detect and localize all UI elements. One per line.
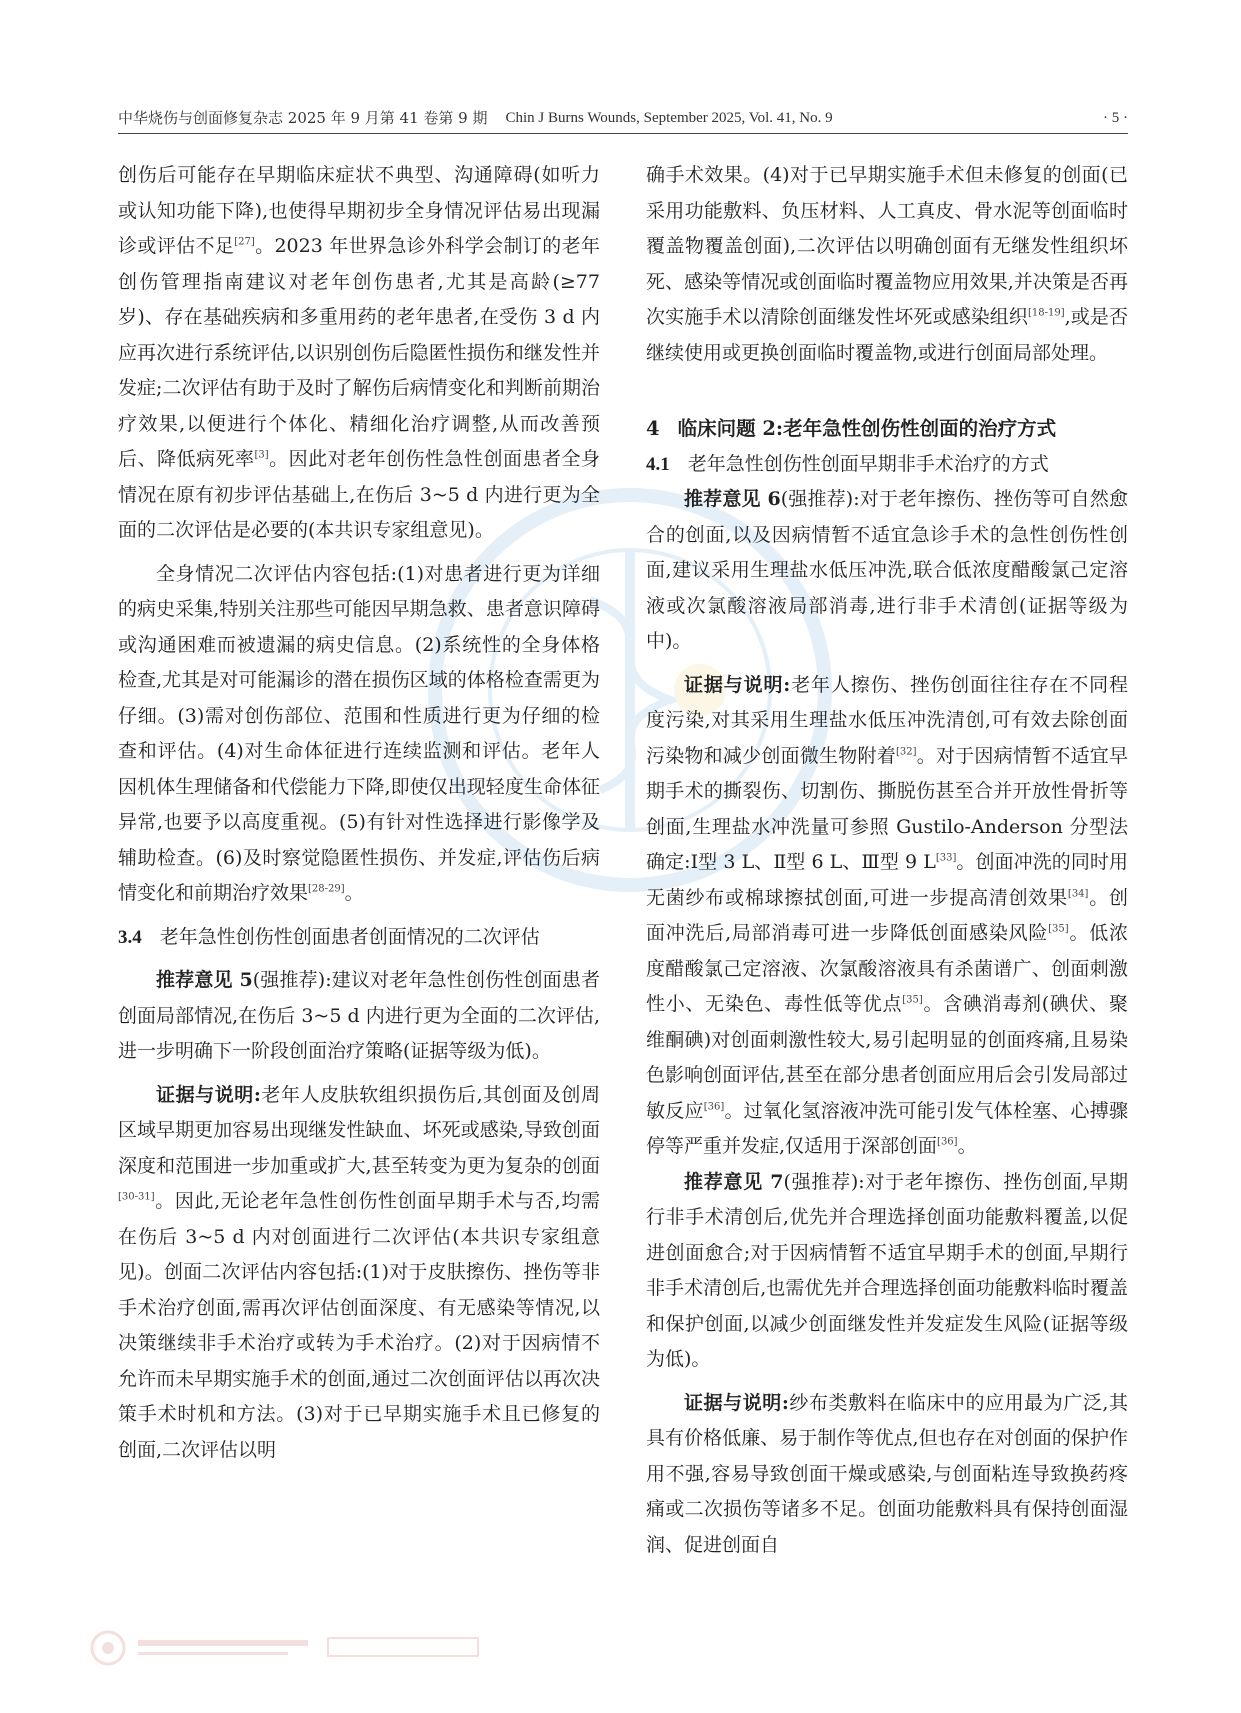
text-run: 。因此,无论老年急性创伤性创面早期手术与否,均需在伤后 3~5 d 内对创面进行二次评估(本共识专家组意见)。创面二次评估内容包括:(1)对于皮肤擦伤、挫伤等非手术治疗创面,需再次评估创面深度、有无感染等情况,以决策继续非手术治疗或转为手术治疗。(2)对于因病情不允许而未早期实施手术的创面,通过二次创面评估以再次决策手术时机和方法。(3)对于已早期实施手术且已修复的创面,二次评估以明 <box>118 1190 600 1461</box>
text-run: 纱布类敷料在临床中的应用最为广泛,其具有价格低廉、易于制作等优点,但也存在对创面的保护作用不强,容易导致创面干燥或感染,与创面粘连导致换药疼痛或二次损伤等诸多不足。创面功能敷料具有保持创面湿润、促进创面自 <box>646 1391 1128 1556</box>
running-header <box>118 108 1128 128</box>
text-run: (强推荐):对于老年擦伤、挫伤创面,早期行非手术清创后,优先并合理选择创面功能敷料覆盖,以促进创面愈合;对于因病情暂不适宜早期手术的创面,早期行非手术清创后,也需优先并合理选择创面功能敷料临时覆盖和保护创面,以减少创面继发性并发症发生风险(证据等级为低)。 <box>646 1170 1128 1370</box>
text-run: 。因此对老年创伤性急性创面患者全身情况在原有初步评估基础上,在伤后 3~5 d 内进行更为全面的二次评估是必要的(本共识专家组意见)。 <box>118 448 600 541</box>
citation: [28-29] <box>308 883 345 895</box>
text-run: 证据与说明: <box>684 1391 789 1414</box>
text-run: 老年人擦伤、挫伤创面往往存在不同程度污染,对其采用生理盐水低压冲洗清创,可有效去除创面污染物和减少创面微生物附着 <box>646 673 1128 767</box>
citation: [27] <box>234 236 255 248</box>
paragraph <box>118 158 600 549</box>
text-run: 全身情况二次评估内容包括:(1)对患者进行更为详细的病史采集,特别关注那些可能因早期急救、患者意识障碍或沟通困难而被遗漏的病史信息。(2)系统性的全身体格检查,尤其是对可能漏诊的潜在损伤区域的体格检查需更为仔细。(3)需对创伤部位、范围和性质进行更为仔细的检查和评估。(4)对生命体征进行连续监测和评估。老年人因机体生理储备和代偿能力下降,即使仅出现轻度生命体征异常,也要予以高度重视。(5)有针对性选择进行影像学及辅助检查。(6)及时察觉隐匿性损伤、并发症,评估伤后病情变化和前期治疗效果 <box>118 562 600 904</box>
text-run: 。创面冲洗的同时用无菌纱布或棉球擦拭创面,可进一步提高清创效果 <box>646 851 1128 909</box>
recommendation-6 <box>646 482 1128 660</box>
text-run: 创伤后可能存在早期临床症状不典型、沟通障碍(如听力或认知功能下降),也使得早期初步全身情况评估易出现漏诊或评估不足 <box>118 164 600 257</box>
citation: [33] <box>935 852 957 864</box>
evidence-paragraph <box>118 1078 600 1469</box>
recommendation-5 <box>118 963 600 1070</box>
text-run: (强推荐):建议对老年急性创伤性创面患者创面局部情况,在伤后 3~5 d 内进行更为全面的二次评估,进一步明确下一阶段创面治疗策略(证据等级为低)。 <box>118 969 601 1062</box>
section-heading-3-4 <box>118 920 600 956</box>
text-run: 证据与说明: <box>684 673 791 696</box>
paragraph <box>646 158 1128 371</box>
recommendation-7 <box>646 1165 1128 1378</box>
text-run: 3.4 <box>118 926 142 948</box>
text-run: ,或是否继续使用或更换创面临时覆盖物,或进行创面局部处理。 <box>646 306 1128 364</box>
text-run: 。创面冲洗后,局部消毒可进一步降低创面感染风险 <box>646 886 1128 944</box>
text-run: 确手术效果。(4)对于已早期实施手术但未修复的创面(已采用功能敷料、负压材料、人工真皮、骨水泥等创面临时覆盖物覆盖创面),二次评估以明确创面有无继发性组织坏死、感染等情况或创面临时覆盖物应用效果,并决策是否再次实施手术以清除创面继发性坏死或感染组织 <box>646 164 1128 328</box>
text-run: 证据与说明: <box>156 1083 261 1106</box>
paragraph <box>118 557 600 912</box>
citation: [32] <box>895 746 917 758</box>
evidence-paragraph <box>646 1386 1128 1564</box>
section-heading-4-1 <box>646 447 1128 483</box>
text-run: 老年人皮肤软组织损伤后,其创面及创周区域早期更加容易出现继发性缺血、坏死或感染,导致创面深度和范围进一步加重或扩大,甚至转变为更为复杂的创面 <box>118 1083 600 1177</box>
citation: [35] <box>1048 923 1069 935</box>
text-run: 4.1 <box>646 453 670 475</box>
right-column <box>646 158 1128 1563</box>
citation: [3] <box>254 449 269 461</box>
text-run: 。 <box>957 1135 977 1157</box>
text-run: 4 <box>646 417 660 440</box>
citation: [18-19] <box>1028 307 1065 319</box>
text-run: 推荐意见 5 <box>156 969 253 991</box>
section-heading-4 <box>646 411 1128 447</box>
citation: [35] <box>902 994 923 1006</box>
text-run: 。含碘消毒剂(碘伏、聚维酮碘)对创面刺激性较大,易引起明显的创面疼痛,且易染色影响创面评估,甚至在部分患者创面应用后会引发局部过敏反应 <box>646 993 1128 1122</box>
evidence-paragraph <box>646 668 1128 1165</box>
left-column <box>118 158 600 1468</box>
text-run: 老年急性创伤性创面患者创面情况的二次评估 <box>159 925 540 948</box>
text-run: 。对于因病情暂不适宜早期手术的撕裂伤、切割伤、撕脱伤甚至合并开放性骨折等创面,生理盐水冲洗量可参照 Gustilo-Anderson 分型法确定:Ⅰ型 3 L、Ⅱ型 6 L、Ⅲ型 9 L <box>646 744 1128 873</box>
citation: [34] <box>1067 888 1089 900</box>
text-run: 老年急性创伤性创面早期非手术治疗的方式 <box>687 452 1049 475</box>
text-run: 推荐意见 6 <box>684 488 781 510</box>
text-run: 推荐意见 7 <box>684 1170 784 1193</box>
text-run: 。低浓度醋酸氯己定溶液、次氯酸溶液具有杀菌谱广、创面刺激性小、无染色、毒性低等优点 <box>646 922 1128 1015</box>
publisher-footer-logo <box>88 1628 508 1668</box>
page-number: · 5 · <box>1103 110 1128 126</box>
text-run: (强推荐):对于老年擦伤、挫伤等可自然愈合的创面,以及因病情暂不适宜急诊手术的急性创伤性创面,建议采用生理盐水低压冲洗,联合低浓度醋酸氯己定溶液或次氯酸溶液局部消毒,进行非手术清创(证据等级为中)。 <box>646 488 1129 652</box>
journal-title-cn: 中华烧伤与创面修复杂志 2025 年 9 月第 41 卷第 9 期 <box>118 109 488 127</box>
text-run: 临床问题 2:老年急性创伤性创面的治疗方式 <box>677 417 1057 440</box>
header-rule <box>118 133 1128 134</box>
citation: [36] <box>937 1136 958 1148</box>
text-run: 。 <box>344 882 364 904</box>
citation: [30-31] <box>118 1191 155 1203</box>
journal-title-en: Chin J Burns Wounds, September 2025, Vol. 41, No. 9 <box>505 110 833 126</box>
text-run: 。过氧化氢溶液冲洗可能引发气体栓塞、心搏骤停等严重并发症,仅适用于深部创面 <box>646 1099 1128 1157</box>
text-run: 。2023 年世界急诊外科学会制订的老年创伤管理指南建议对老年创伤患者,尤其是高龄(≥77 岁)、存在基础疾病和多重用药的老年患者,在受伤 3 d 内应再次进行系统评估,以识别创伤后隐匿性损伤和继发性并发症;二次评估有助于及时了解伤后病情变化和判断前期治疗效果,以便进行个体化、精细化治疗调整,从而改善预后、降低病死率 <box>118 235 600 470</box>
citation: [36] <box>703 1101 725 1113</box>
